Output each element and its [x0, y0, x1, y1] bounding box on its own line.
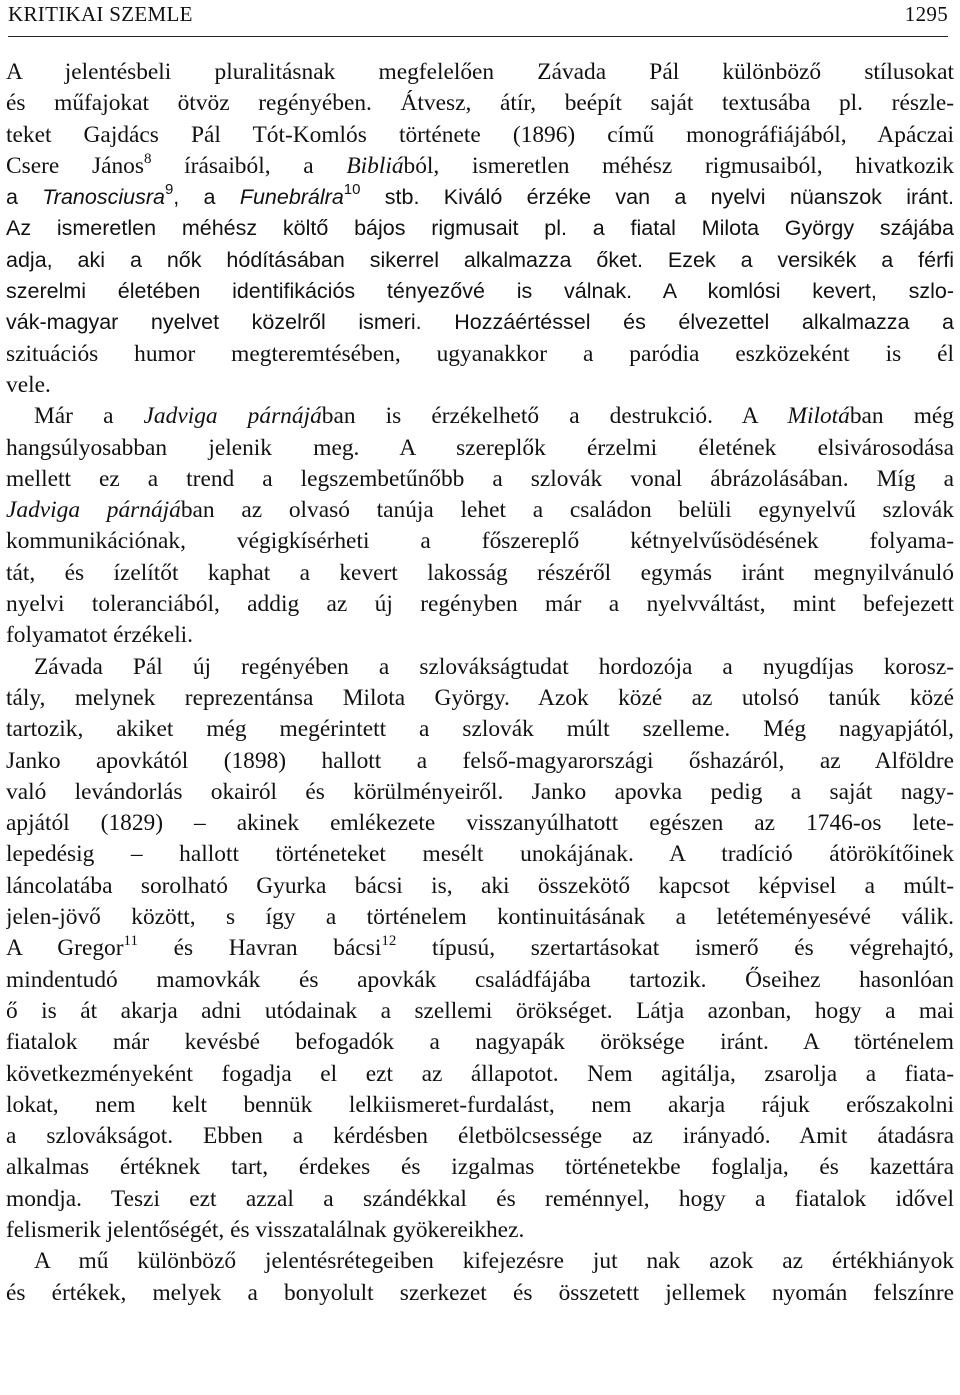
text-line	[6, 276, 954, 307]
text-run: A Gregor	[6, 935, 124, 962]
journal-title: KRITIKAI SZEMLE	[8, 2, 193, 26]
text-line	[6, 1184, 954, 1215]
text-line	[6, 558, 954, 589]
text-line	[6, 1215, 954, 1246]
body-text	[6, 57, 954, 1309]
text-line	[6, 151, 954, 182]
text-run: fiatalok már kevésbé befogadók a nagyapák öröksége iránt. A történelem	[6, 1029, 954, 1056]
text-run: ban az olvasó tanúja lehet a családon belüli egynyelvű szlovák	[180, 497, 954, 524]
text-run: felismerik jelentőségét, és visszatalálnak gyökereikhez.	[6, 1216, 525, 1243]
text-run: szituációs humor megteremtésében, ugyanakkor a paródia eszközeként is él	[6, 340, 954, 367]
text-line	[6, 871, 954, 902]
text-line	[6, 1152, 954, 1183]
text-line	[6, 182, 954, 213]
text-line	[6, 245, 954, 276]
text-run: apjától (1829) – akinek emlékezete visszanyúlhatott egészen az 1746-os lete-	[6, 810, 954, 837]
footnote-ref: 10	[343, 182, 361, 199]
text-run: Závada Pál új regényében a szlovákságtudat hordozója a nyugdíjas korosz-	[34, 653, 954, 680]
text-run: való levándorlás okairól és körülményeiről. Janko apovka pedig a saját nagy-	[6, 778, 954, 805]
text-line	[6, 902, 954, 933]
text-run: mindentudó mamovkák és apovkák családfájába tartozik. Őseihez hasonlóan	[6, 966, 954, 993]
text-line	[6, 808, 954, 839]
footnote-ref: 11	[123, 933, 138, 950]
italic-title: Tranosciusra	[42, 185, 165, 210]
text-run: tartozik, akiket még megérintett a szlovák múlt szelleme. Még nagyapjától,	[6, 716, 954, 743]
text-line	[6, 996, 954, 1027]
footnote-ref: 12	[381, 933, 397, 950]
text-run: Janko apovkától (1898) hallott a felső-magyarországi őshazáról, az Alföldre	[6, 747, 954, 774]
italic-title: Bibliá	[346, 152, 404, 179]
text-run: lepedésig – hallott történeteket mesélt unokájának. A tradíció átörökítőinek	[6, 841, 954, 868]
text-run: vele.	[6, 371, 51, 398]
text-run: következményeként fogadja el ezt az állapotot. Nem agitálja, zsarolja a fiata-	[6, 1060, 954, 1087]
text-line	[6, 714, 954, 745]
text-run: A mű különböző jelentésrétegeiben kifejezésre jut nak azok az értékhiányok	[34, 1248, 954, 1275]
italic-title: Jadviga párnájá	[143, 403, 322, 430]
text-run: láncolatába sorolható Gyurka bácsi is, aki összekötő kapcsot képvisel a múlt-	[6, 872, 954, 899]
text-run: a szlovákságot. Ebben a kérdésben életbölcsessége az irányadó. Amit átadásra	[6, 1123, 954, 1150]
header-rule	[8, 36, 948, 37]
text-run: és értékek, melyek a bonyolult szerkezet és összetett jellemek nyomán felszínre	[6, 1279, 954, 1306]
text-line	[6, 401, 954, 432]
text-run: adja, aki a nők hódításában sikerrel alkalmazza őket. Ezek a versikék a férfi	[6, 247, 954, 272]
text-run: hangsúlyosabban jelenik meg. A szereplők érzelmi életének elsivárosodása	[6, 434, 954, 461]
text-run: kommunikációnak, végigkísérheti a főszereplő kétnyelvűsödésének folyama-	[6, 528, 954, 555]
text-run: ból, ismeretlen méhész rigmusaiból, hivatkozik	[403, 152, 954, 179]
text-run: ban is érzékelhető a destrukció. A	[321, 403, 788, 430]
text-run: teket Gajdács Pál Tót-Komlós története (1896) című monográfiájából, Apáczai	[6, 121, 954, 148]
text-run: és műfajokat ötvöz regényében. Átvesz, átír, beépít saját textusába pl. részle-	[6, 90, 954, 117]
text-run: jelen-jövő között, s így a történelem kontinuitásának a letéteményesévé válik.	[6, 904, 954, 931]
text-run: írásaiból, a	[151, 152, 347, 179]
text-line	[6, 1121, 954, 1152]
text-line	[6, 589, 954, 620]
text-line	[6, 839, 954, 870]
text-run: A jelentésbeli pluralitásnak megfelelően Závada Pál különböző stílusokat	[6, 59, 954, 85]
text-line	[6, 933, 954, 964]
text-run: mondja. Teszi ezt azzal a szándékkal és reménnyel, hogy a fiatalok idővel	[6, 1185, 954, 1212]
text-run: Csere János	[6, 152, 144, 179]
text-run: Az ismeretlen méhész költő bájos rigmusait pl. a fiatal Milota György szájába	[6, 216, 954, 241]
text-line	[6, 120, 954, 151]
text-line	[6, 370, 954, 401]
text-line	[6, 746, 954, 777]
italic-title: Funebrálra	[239, 185, 344, 210]
text-line	[6, 777, 954, 808]
text-line	[6, 1059, 954, 1090]
text-run: nyelvi toleranciából, addig az új regényben már a nyelvváltást, mint befejezett	[6, 591, 954, 618]
text-run: folyamatot érzékeli.	[6, 622, 194, 649]
text-run: ban még	[849, 403, 954, 430]
text-line	[6, 307, 954, 338]
text-line	[6, 57, 954, 88]
italic-title: Milotá	[787, 403, 850, 430]
italic-title: Jadviga párnájá	[6, 497, 181, 524]
text-line	[6, 1027, 954, 1058]
text-line	[6, 339, 954, 370]
text-run: és Havran bácsi	[137, 935, 382, 962]
text-line	[6, 683, 954, 714]
text-line	[6, 965, 954, 996]
text-line	[6, 620, 954, 651]
footnote-ref: 9	[164, 182, 174, 199]
text-run: alkalmas értéknek tart, érdekes és izgalmas történetekbe foglalja, és kazettára	[6, 1154, 954, 1181]
text-run: típusú, szertartásokat ismerő és végrehajtó,	[396, 935, 954, 962]
text-line	[6, 1090, 954, 1121]
text-line	[6, 464, 954, 495]
text-run: tát, és ízelítőt kaphat a kevert lakosság részéről egymás iránt megnyilvánuló	[6, 559, 954, 586]
footnote-ref: 8	[143, 150, 152, 167]
text-run: a	[6, 185, 43, 210]
text-run: Már a	[34, 403, 144, 430]
text-line	[6, 526, 954, 557]
text-line	[6, 88, 954, 119]
page-number: 1295	[904, 2, 948, 26]
text-line	[6, 433, 954, 464]
text-run: mellett ez a trend a legszembetűnőbb a szlovák vonal ábrázolásában. Míg a	[6, 465, 954, 492]
text-run: stb. Kiváló érzéke van a nyelvi nüanszok iránt.	[360, 185, 954, 210]
text-run: tály, melynek reprezentánsa Milota György. Azok közé az utolsó tanúk közé	[6, 684, 954, 711]
text-run: lokat, nem kelt bennük lelkiismeret-furdalást, nem akarja rájuk erőszakolni	[6, 1091, 954, 1118]
running-header	[8, 2, 948, 32]
text-run: szerelmi életében identifikációs tényezővé is válnak. A komlósi kevert, szlo-	[6, 279, 954, 304]
text-line	[6, 213, 954, 244]
text-line	[6, 1246, 954, 1277]
text-run: , a	[173, 185, 240, 210]
text-run: vák-magyar nyelvet közelről ismeri. Hozzáértéssel és élvezettel alkalmazza a	[6, 310, 954, 335]
text-line	[6, 1278, 954, 1309]
text-run: ő is át akarja adni utódainak a szellemi örökséget. Látja azonban, hogy a mai	[6, 997, 954, 1024]
text-line	[6, 652, 954, 683]
text-line	[6, 495, 954, 526]
